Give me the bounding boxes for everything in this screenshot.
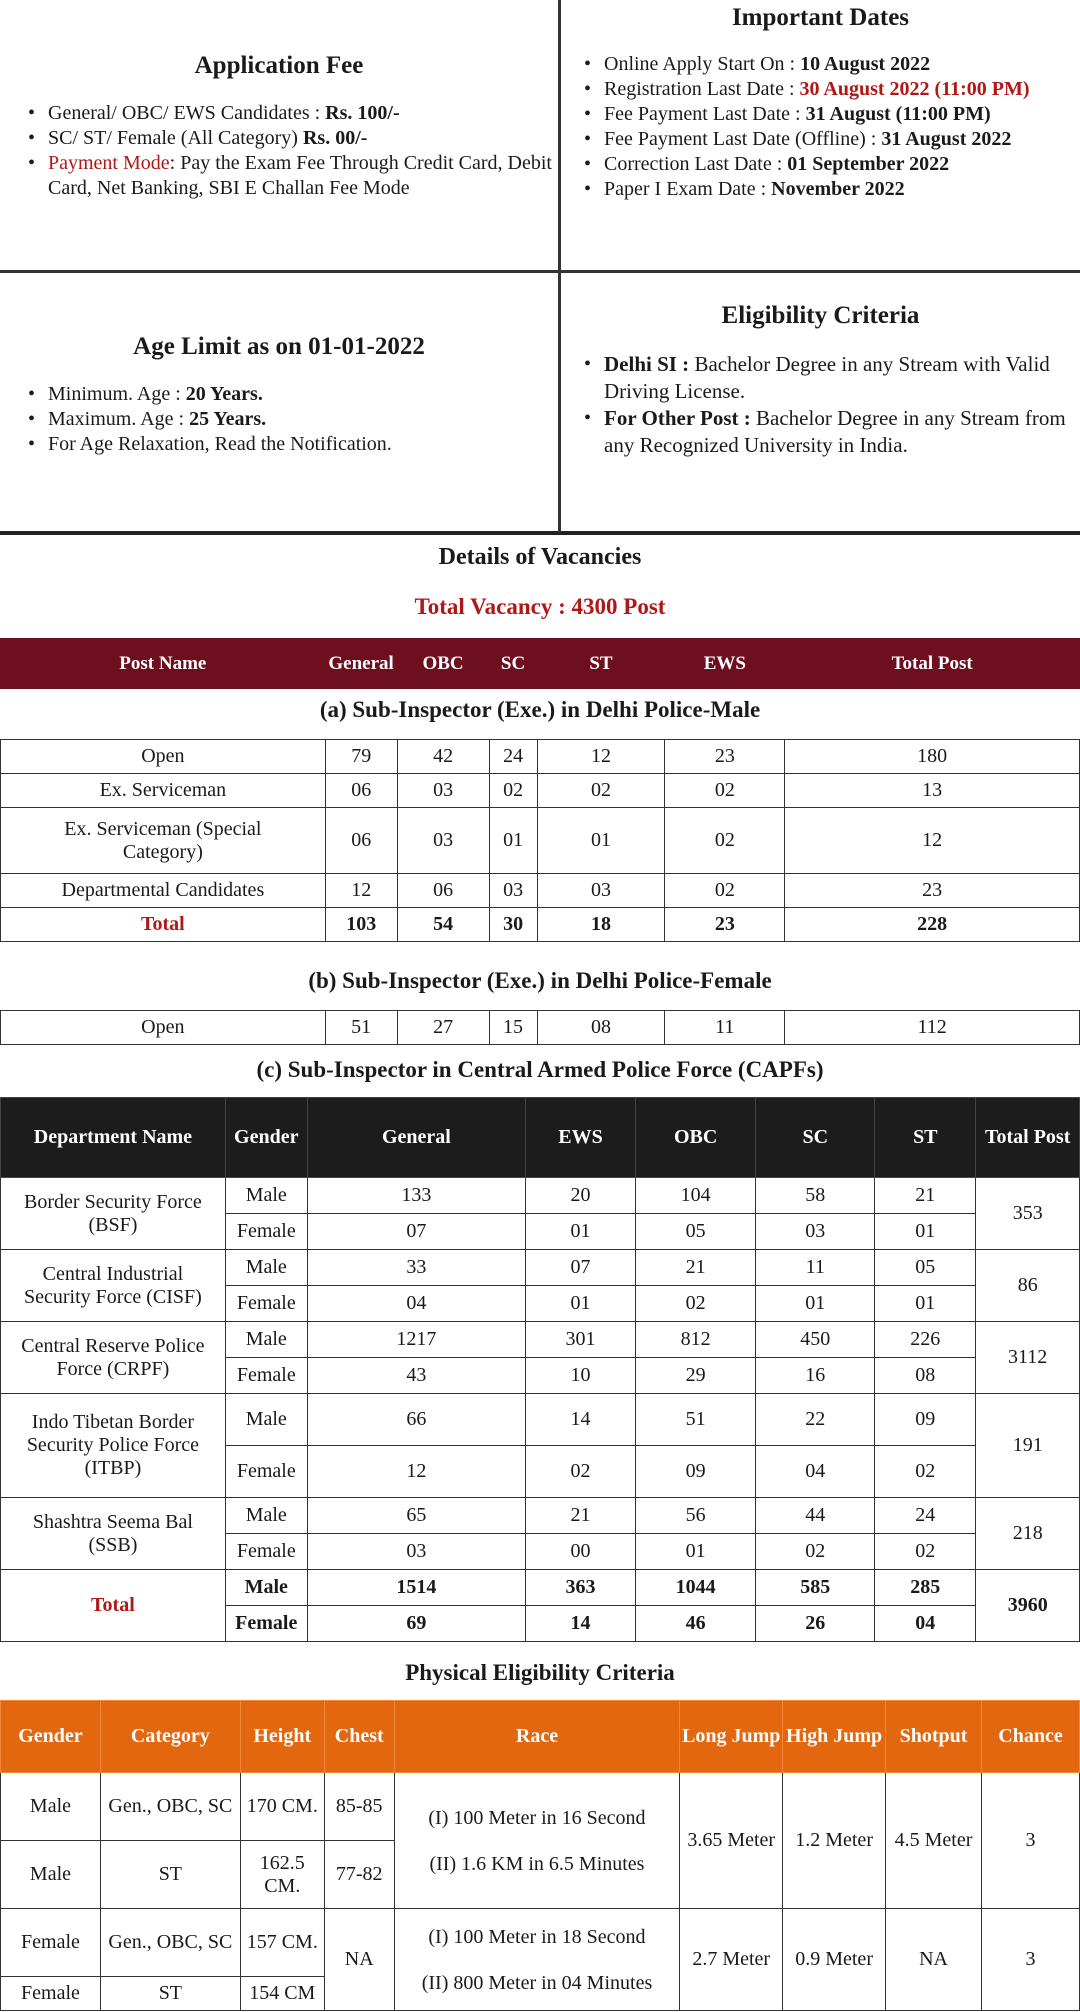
value-cell: 24	[489, 740, 537, 774]
race-cell: (I) 100 Meter in 18 Second (II) 800 Meter in 04 Minutes	[394, 1909, 680, 2011]
column-header: High Jump	[783, 1701, 886, 1773]
column-header: EWS	[526, 1098, 636, 1178]
total-label: Total	[1, 908, 326, 942]
application-fee-list	[26, 101, 556, 201]
value-cell: 42	[397, 740, 489, 774]
column-header: Race	[394, 1701, 680, 1773]
department-name-cell: Indo Tibetan Border Security Police Force (ITBP)	[1, 1394, 226, 1498]
vacancy-header-row	[1, 639, 1080, 689]
value-cell: 01	[489, 808, 537, 874]
physical-table	[0, 1700, 1080, 2011]
column-header: Gender	[225, 1098, 307, 1178]
value-cell: 08	[875, 1358, 976, 1394]
vacancy-header-table	[0, 638, 1080, 689]
department-total-cell: 86	[976, 1250, 1080, 1322]
value-cell: 01	[537, 808, 665, 874]
date-item	[582, 52, 1080, 77]
gender-cell: Female	[1, 1909, 101, 1977]
post-name-cell: Open	[1, 1011, 326, 1045]
value-cell: 21	[635, 1250, 755, 1286]
physical-title: Physical Eligibility Criteria	[405, 1660, 675, 1685]
column-header: SC	[489, 639, 537, 689]
age-item	[26, 432, 556, 457]
category-cell: ST	[100, 1841, 240, 1909]
value-cell: 01	[635, 1534, 755, 1570]
date-label: Online Apply Start On :	[604, 53, 801, 75]
value-cell: 04	[307, 1286, 525, 1322]
chance-cell: 3	[981, 1773, 1079, 1909]
grid-divider-horizontal	[0, 270, 1080, 273]
table-row	[1, 808, 1080, 874]
value-cell: 43	[307, 1358, 525, 1394]
value-cell: 51	[325, 1011, 397, 1045]
value-cell: 58	[756, 1178, 875, 1214]
age-label: For Age Relaxation, Read the Notification.	[48, 433, 392, 455]
post-name-cell: Open	[1, 740, 326, 774]
shotput-cell: 4.5 Meter	[886, 1773, 982, 1909]
date-label: Registration Last Date :	[604, 78, 800, 100]
gender-cell: Female	[225, 1534, 307, 1570]
info-grid	[0, 0, 1080, 535]
value-cell: 05	[875, 1250, 976, 1286]
gender-cell: Male	[1, 1773, 101, 1841]
fee-item: • SC/ ST/ Female (All Category) Rs. 00/-	[26, 126, 556, 151]
value-cell: 03	[489, 874, 537, 908]
table-row	[1, 1250, 1080, 1286]
value-cell: 01	[756, 1286, 875, 1322]
category-cell: ST	[100, 1977, 240, 2011]
value-cell: 00	[526, 1534, 636, 1570]
height-cell: 170 CM.	[240, 1773, 324, 1841]
value-cell: 13	[785, 774, 1080, 808]
date-value: 31 August (11:00 PM)	[805, 103, 991, 125]
value-cell: 06	[397, 874, 489, 908]
value-cell: 79	[325, 740, 397, 774]
grid-divider-vertical	[558, 0, 561, 533]
date-value: November 2022	[771, 178, 905, 200]
gender-cell: Male	[225, 1394, 307, 1446]
column-header: Gender	[1, 1701, 101, 1773]
value-cell: 14	[526, 1394, 636, 1446]
total-cell: 363	[526, 1570, 636, 1606]
column-header: ST	[537, 639, 665, 689]
value-cell: 06	[325, 808, 397, 874]
value-cell: 1217	[307, 1322, 525, 1358]
value-cell: 06	[325, 774, 397, 808]
age-limit-title: Age Limit as on 01-01-2022	[133, 333, 425, 360]
total-cell: 23	[665, 908, 785, 942]
value-cell: 02	[665, 808, 785, 874]
value-cell: 02	[489, 774, 537, 808]
value-cell: 23	[665, 740, 785, 774]
column-header: ST	[875, 1098, 976, 1178]
chest-cell: 85-85	[324, 1773, 394, 1841]
value-cell: 20	[526, 1178, 636, 1214]
important-dates-list	[582, 52, 1080, 202]
department-total-cell: 3112	[976, 1322, 1080, 1394]
value-cell: 07	[307, 1214, 525, 1250]
value-cell: 65	[307, 1498, 525, 1534]
age-item	[26, 382, 556, 407]
total-cell: Male	[225, 1570, 307, 1606]
table-row	[1, 1322, 1080, 1358]
total-cell: 69	[307, 1606, 525, 1642]
department-total-cell: 218	[976, 1498, 1080, 1570]
value-cell: 16	[756, 1358, 875, 1394]
gender-cell: Male	[225, 1250, 307, 1286]
long-jump-cell: 2.7 Meter	[680, 1909, 783, 2011]
department-name-cell: Border Security Force (BSF)	[1, 1178, 226, 1250]
total-vacancy: Total Vacancy : 4300 Post	[414, 594, 666, 619]
date-item	[582, 77, 1080, 102]
column-header: Department Name	[1, 1098, 226, 1178]
date-value: 10 August 2022	[800, 53, 931, 75]
age-label: Maximum. Age :	[48, 408, 190, 430]
height-cell: 157 CM.	[240, 1909, 324, 1977]
column-header: Post Name	[1, 639, 326, 689]
gender-cell: Female	[225, 1446, 307, 1498]
value-cell: 12	[307, 1446, 525, 1498]
value-cell: 02	[756, 1534, 875, 1570]
physical-row	[1, 1773, 1080, 1841]
value-cell: 01	[875, 1286, 976, 1322]
table-row	[1, 1498, 1080, 1534]
value-cell: 112	[785, 1011, 1080, 1045]
shotput-cell: NA	[886, 1909, 982, 2011]
department-name-cell: Central Reserve Police Force (CRPF)	[1, 1322, 226, 1394]
total-row	[1, 1570, 1080, 1606]
value-cell: 09	[635, 1446, 755, 1498]
grand-total-cell: 3960	[976, 1570, 1080, 1642]
column-header: OBC	[397, 639, 489, 689]
total-cell: 103	[325, 908, 397, 942]
payment-mode-item: • Payment Mode: Pay the Exam Fee Through Credit Card, Debit Card, Net Banking, SBI E Challan Fee Mode	[26, 151, 556, 201]
value-cell: 27	[397, 1011, 489, 1045]
value-cell: 02	[635, 1286, 755, 1322]
eligibility-title: Eligibility Criteria	[721, 302, 920, 329]
column-header: SC	[756, 1098, 875, 1178]
section-c-title: (c) Sub-Inspector in Central Armed Police Force (CAPFs)	[256, 1057, 824, 1082]
value-cell: 11	[756, 1250, 875, 1286]
value-cell: 56	[635, 1498, 755, 1534]
vacancy-table-b	[0, 1010, 1080, 1045]
fee-item: • General/ OBC/ EWS Candidates : Rs. 100/-	[26, 101, 556, 126]
value-cell: 03	[397, 808, 489, 874]
value-cell: 133	[307, 1178, 525, 1214]
value-cell: 05	[635, 1214, 755, 1250]
department-name-cell: Shashtra Seema Bal (SSB)	[1, 1498, 226, 1570]
value-cell: 02	[537, 774, 665, 808]
value-cell: 02	[665, 774, 785, 808]
post-name-cell: Departmental Candidates	[1, 874, 326, 908]
table-row	[1, 874, 1080, 908]
date-item	[582, 102, 1080, 127]
race-cell: (I) 100 Meter in 16 Second (II) 1.6 KM in 6.5 Minutes	[394, 1773, 680, 1909]
total-cell: 1514	[307, 1570, 525, 1606]
age-limit-list	[26, 382, 556, 457]
value-cell: 33	[307, 1250, 525, 1286]
value-cell: 01	[526, 1214, 636, 1250]
column-header: EWS	[665, 639, 785, 689]
column-header: Height	[240, 1701, 324, 1773]
column-header: Long Jump	[680, 1701, 783, 1773]
value-cell: 104	[635, 1178, 755, 1214]
age-value: 25 Years.	[189, 408, 267, 430]
capf-header-row	[1, 1098, 1080, 1178]
value-cell: 03	[307, 1534, 525, 1570]
gender-cell: Female	[225, 1214, 307, 1250]
value-cell: 12	[325, 874, 397, 908]
gender-cell: Male	[225, 1178, 307, 1214]
date-label: Fee Payment Last Date (Offline) :	[604, 128, 882, 150]
total-cell: 18	[537, 908, 665, 942]
date-item	[582, 177, 1080, 202]
date-item	[582, 152, 1080, 177]
date-label: Paper I Exam Date :	[604, 178, 772, 200]
value-cell: 08	[537, 1011, 665, 1045]
value-cell: 10	[526, 1358, 636, 1394]
column-header: Category	[100, 1701, 240, 1773]
value-cell: 23	[785, 874, 1080, 908]
gender-cell: Female	[1, 1977, 101, 2011]
column-header: Chance	[981, 1701, 1079, 1773]
date-label: Correction Last Date :	[604, 153, 788, 175]
department-name-cell: Central Industrial Security Force (CISF)	[1, 1250, 226, 1322]
long-jump-cell: 3.65 Meter	[680, 1773, 783, 1909]
total-cell: Female	[225, 1606, 307, 1642]
value-cell: 03	[537, 874, 665, 908]
gender-cell: Male	[225, 1322, 307, 1358]
total-cell: 30	[489, 908, 537, 942]
value-cell: 01	[875, 1214, 976, 1250]
total-cell: 228	[785, 908, 1080, 942]
value-cell: 21	[526, 1498, 636, 1534]
high-jump-cell: 1.2 Meter	[783, 1773, 886, 1909]
table-row	[1, 774, 1080, 808]
post-name-cell: Ex. Serviceman (Special Category)	[1, 808, 326, 874]
value-cell: 12	[537, 740, 665, 774]
value-cell: 51	[635, 1394, 755, 1446]
column-header: OBC	[635, 1098, 755, 1178]
post-name-cell: Ex. Serviceman	[1, 774, 326, 808]
value-cell: 02	[875, 1446, 976, 1498]
age-value: 20 Years.	[185, 383, 263, 405]
total-cell: 54	[397, 908, 489, 942]
value-cell: 21	[875, 1178, 976, 1214]
total-row	[1, 908, 1080, 942]
application-fee-title: Application Fee	[194, 52, 364, 79]
vacancies-title: Details of Vacancies	[438, 544, 642, 570]
value-cell: 01	[526, 1286, 636, 1322]
chest-cell: NA	[324, 1909, 394, 2011]
eligibility-item: • For Other Post : Bachelor Degree in any Stream from any Recognized University in India.	[582, 405, 1072, 459]
table-row	[1, 1178, 1080, 1214]
value-cell: 03	[756, 1214, 875, 1250]
value-cell: 226	[875, 1322, 976, 1358]
value-cell: 22	[756, 1394, 875, 1446]
date-label: Fee Payment Last Date :	[604, 103, 806, 125]
total-cell: 585	[756, 1570, 875, 1606]
value-cell: 180	[785, 740, 1080, 774]
date-item	[582, 127, 1080, 152]
value-cell: 15	[489, 1011, 537, 1045]
chest-cell: 77-82	[324, 1841, 394, 1909]
gender-cell: Female	[225, 1286, 307, 1322]
eligibility-item: • Delhi SI : Bachelor Degree in any Stream with Valid Driving License.	[582, 351, 1072, 405]
total-label: Total	[1, 1570, 226, 1642]
value-cell: 02	[665, 874, 785, 908]
height-cell: 162.5 CM.	[240, 1841, 324, 1909]
capf-table	[0, 1097, 1080, 1642]
value-cell: 66	[307, 1394, 525, 1446]
physical-header-row	[1, 1701, 1080, 1773]
date-value: 31 August 2022	[881, 128, 1012, 150]
total-cell: 46	[635, 1606, 755, 1642]
value-cell: 07	[526, 1250, 636, 1286]
category-cell: Gen., OBC, SC	[100, 1909, 240, 1977]
value-cell: 11	[665, 1011, 785, 1045]
category-cell: Gen., OBC, SC	[100, 1773, 240, 1841]
value-cell: 02	[875, 1534, 976, 1570]
value-cell: 24	[875, 1498, 976, 1534]
section-b-title: (b) Sub-Inspector (Exe.) in Delhi Police-Female	[308, 968, 772, 993]
column-header: Total Post	[976, 1098, 1080, 1178]
high-jump-cell: 0.9 Meter	[783, 1909, 886, 2011]
gender-cell: Male	[225, 1498, 307, 1534]
section-a-title: (a) Sub-Inspector (Exe.) in Delhi Police-Male	[319, 697, 761, 722]
total-cell: 26	[756, 1606, 875, 1642]
total-cell: 14	[526, 1606, 636, 1642]
gender-cell: Male	[1, 1841, 101, 1909]
chance-cell: 3	[981, 1909, 1079, 2011]
value-cell: 450	[756, 1322, 875, 1358]
column-header: Total Post	[785, 639, 1080, 689]
table-row	[1, 740, 1080, 774]
value-cell: 29	[635, 1358, 755, 1394]
value-cell: 812	[635, 1322, 755, 1358]
total-cell: 1044	[635, 1570, 755, 1606]
age-item	[26, 407, 556, 432]
payment-mode-label: Payment Mode	[48, 152, 170, 174]
vacancy-table-a	[0, 739, 1080, 942]
value-cell: 09	[875, 1394, 976, 1446]
value-cell: 02	[526, 1446, 636, 1498]
value-cell: 44	[756, 1498, 875, 1534]
column-header: Shotput	[886, 1701, 982, 1773]
column-header: Chest	[324, 1701, 394, 1773]
column-header: General	[307, 1098, 525, 1178]
value-cell: 12	[785, 808, 1080, 874]
date-value: 01 September 2022	[787, 153, 950, 175]
value-cell: 03	[397, 774, 489, 808]
total-cell: 04	[875, 1606, 976, 1642]
column-header: General	[325, 639, 397, 689]
height-cell: 154 CM	[240, 1977, 324, 2011]
eligibility-list	[582, 351, 1072, 459]
gender-cell: Female	[225, 1358, 307, 1394]
table-row	[1, 1011, 1080, 1045]
department-total-cell: 353	[976, 1178, 1080, 1250]
important-dates-title: Important Dates	[731, 4, 910, 31]
date-value: 30 August 2022 (11:00 PM)	[799, 78, 1030, 100]
age-label: Minimum. Age :	[48, 383, 186, 405]
department-total-cell: 191	[976, 1394, 1080, 1498]
physical-row	[1, 1909, 1080, 1977]
total-cell: 285	[875, 1570, 976, 1606]
value-cell: 301	[526, 1322, 636, 1358]
value-cell: 04	[756, 1446, 875, 1498]
table-row	[1, 1394, 1080, 1446]
